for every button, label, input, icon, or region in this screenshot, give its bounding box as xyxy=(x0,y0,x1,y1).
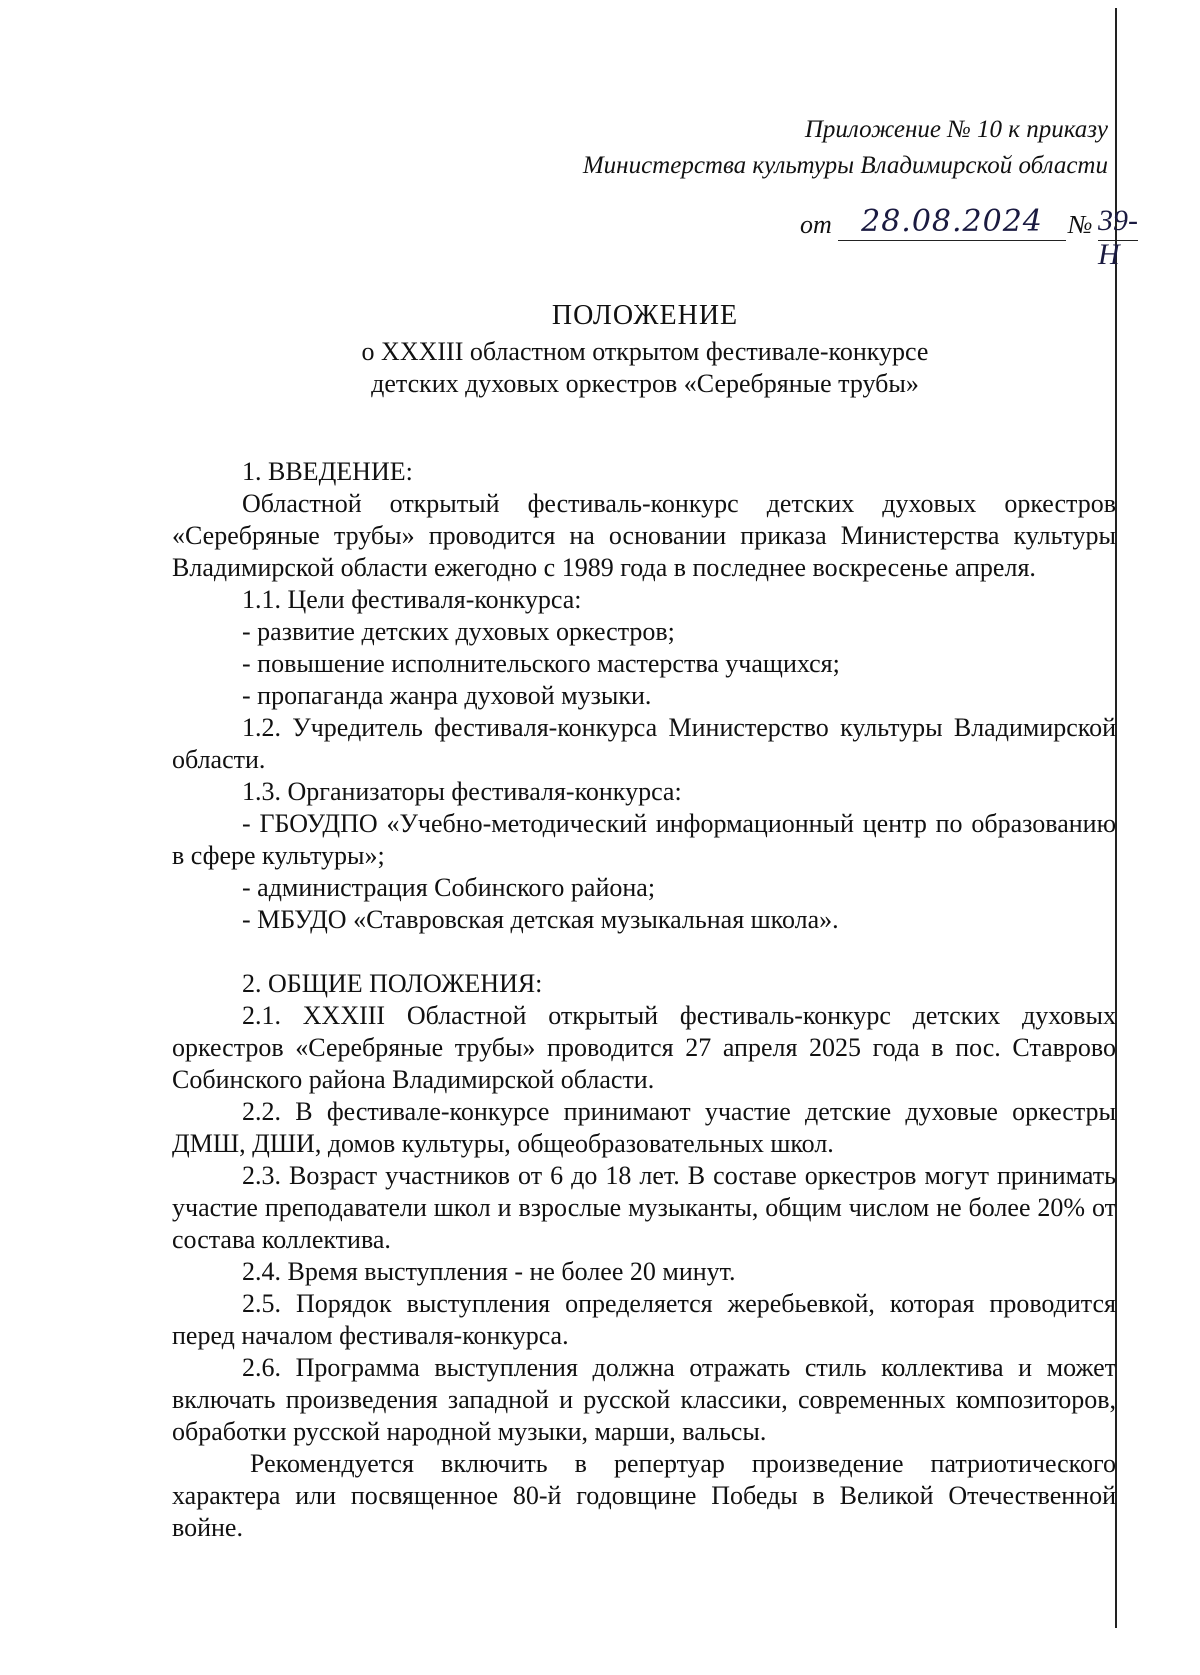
order-date-line xyxy=(800,204,1138,271)
goals-heading: 1.1. Цели фестиваля-конкурса: xyxy=(242,585,582,614)
section-2-item: 2.3. Возраст участников от 6 до 18 лет. В составе оркестров могут принимать участие преподаватели школ и взрослые музыканты, общим числом не более 20% от состава коллектива. xyxy=(172,1161,1116,1254)
section-1-intro: Областной открытый фестиваль-конкурс детских духовых оркестров «Серебряные трубы» проводится на основании приказа Министерства культуры Владимирской области ежегодно с 1989 года в последнее воскресенье апреля. xyxy=(172,489,1116,582)
section-2-item: 2.6. Программа выступления должна отражать стиль коллектива и может включать произведения западной и русской классики, современных композиторов, обработки русской народной музыки, марши, вальсы. xyxy=(172,1353,1116,1446)
document-title xyxy=(170,300,1120,400)
goal-item: - повышение исполнительского мастерства учащихся; xyxy=(242,649,840,678)
organizers-heading: 1.3. Организаторы фестиваля-конкурса: xyxy=(242,777,682,806)
section-gap xyxy=(172,936,1116,968)
title-line-2: детских духовых оркестров «Серебряные трубы» xyxy=(371,369,919,398)
section-1-heading: 1. ВВЕДЕНИЕ: xyxy=(242,457,413,486)
organizer-item: - ГБОУДПО «Учебно-методический информационный центр по образованию в сфере культуры»; xyxy=(172,809,1116,870)
section-2-heading: 2. ОБЩИЕ ПОЛОЖЕНИЯ: xyxy=(242,969,543,998)
order-date: 28.08.2024 xyxy=(838,204,1066,241)
goal-item: - пропаганда жанра духовой музыки. xyxy=(242,681,652,710)
appendix-header xyxy=(583,112,1108,184)
order-number-label: № xyxy=(1068,210,1093,239)
recommendation-paragraph: Рекомендуется включить в репертуар произведение патриотического характера или посвященное 80-й годовщине Победы в Великой Отечественной войне. xyxy=(172,1449,1116,1542)
title-main: ПОЛОЖЕНИЕ xyxy=(551,300,739,331)
section-2-item: 2.4. Время выступления - не более 20 минут. xyxy=(242,1257,736,1286)
document-body xyxy=(172,456,1116,1544)
section-2-item: 2.1. XXXIII Областной открытый фестиваль-конкурс детских духовых оркестров «Серебряные трубы» проводится 27 апреля 2025 года в пос. Ставрово Собинского района Владимирской области. xyxy=(172,1001,1116,1094)
goal-item: - развитие детских духовых оркестров; xyxy=(242,617,675,646)
title-line-1: о XXXIII областном открытом фестивале-конкурсе xyxy=(361,337,929,366)
section-2-item: 2.5. Порядок выступления определяется жеребьевкой, которая проводится перед началом фестиваля-конкурса. xyxy=(172,1289,1116,1350)
founder-paragraph: 1.2. Учредитель фестиваля-конкурса Министерство культуры Владимирской области. xyxy=(172,713,1116,774)
organizer-item: - МБУДО «Ставровская детская музыкальная школа». xyxy=(242,905,839,934)
section-2-item: 2.2. В фестивале-конкурсе принимают участие детские духовые оркестры ДМШ, ДШИ, домов культуры, общеобразовательных школ. xyxy=(172,1097,1116,1158)
appendix-line-2: Министерства культуры Владимирской области xyxy=(582,152,1108,179)
appendix-line-1: Приложение № 10 к приказу xyxy=(804,116,1108,143)
order-number: 39-Н xyxy=(1098,204,1138,271)
organizer-item: - администрация Собинского района; xyxy=(242,873,656,902)
order-from-label: от xyxy=(800,210,832,239)
